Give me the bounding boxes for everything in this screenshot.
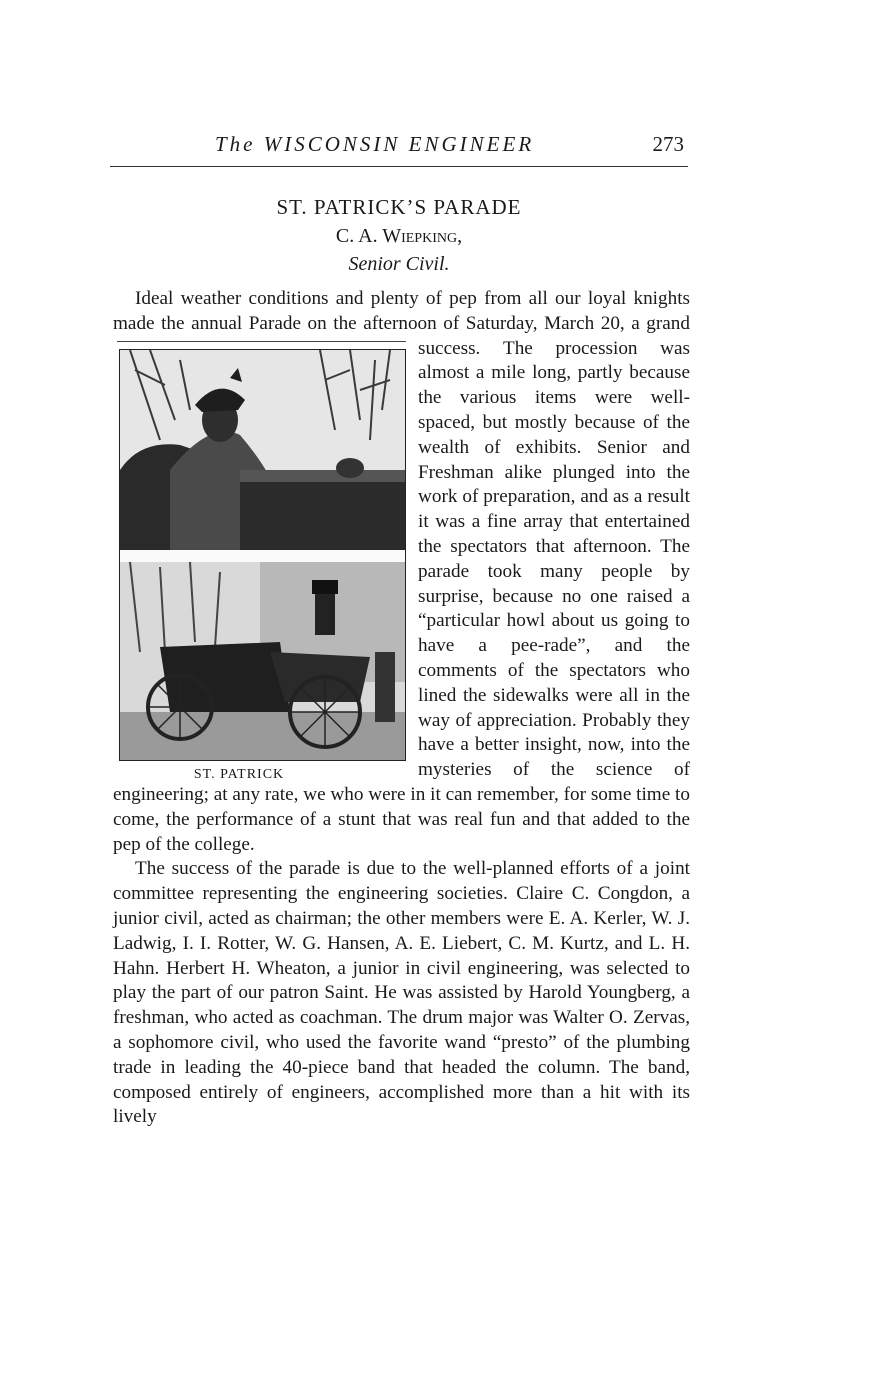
paragraph-1	[113, 287, 690, 857]
figure-caption: ST. PATRICK	[193, 766, 285, 782]
paragraph-1-rest: The procession was almost a mile long, partly because the various items were well-spaced, but mostly because of the wealth of exhibits. Senior and Freshman alike plunged into the work of preparation, and as a result it was a fine array that entertained the spectators that afternoon. The parade took many people by surprise, because no one raised a “particular howl about us going to have a pee-rade”, and the comments of the spectators who lined the sidewalks were all in the way of appreciation. Probably they have a better insight, now, into the mysteries of the science of engineering; at any rate, we who were in it can remember, for some time to come, the performance of a stunt that was real fun and that added to the pep of the college.	[113, 337, 690, 855]
article-body	[113, 287, 690, 1130]
page-number: 273	[652, 132, 684, 156]
photo-st-patrick-portrait	[120, 350, 405, 550]
photo-st-patrick-carriage	[120, 562, 405, 760]
article-heading	[110, 192, 688, 278]
photo-frame	[119, 349, 406, 761]
paragraph-1-lead: Ideal weather conditions and plenty of pep from all our loyal knights made the annual Parade on the afternoon of Saturday, March 20, a grand success.	[113, 288, 690, 359]
running-header	[110, 128, 688, 162]
header-rule	[110, 166, 688, 167]
photo-illustrations	[120, 350, 405, 760]
article-author	[110, 222, 688, 250]
figure-st-patrick	[113, 339, 406, 782]
figure-rule	[117, 341, 406, 342]
author-name: C. A. Wiepking,	[335, 225, 463, 247]
author-role: Senior Civil.	[348, 253, 450, 275]
paragraph-2: The success of the parade is due to the well-planned efforts of a joint committee representing the engineering societies. Claire C. Congdon, a junior civil, acted as chairman; the other members were E. A. Kerler, W. J. Ladwig, I. I. Rotter, W. G. Hansen, A. E. Liebert, C. M. Kurtz, and L. H. Hahn. Herbert H. Wheaton, a junior in civil engineering, was selected to play the part of our patron Saint. He was assisted by Harold Youngberg, a freshman, who acted as coachman. The drum major was Walter O. Zervas, a sophomore civil, who used the favorite wand “presto” of the plumbing trade in leading the 40-piece band that headed the column. The band, composed entirely of engineers, accomplished more than a hit with its lively	[113, 858, 690, 1128]
running-title: The WISCONSIN ENGINEER	[215, 132, 535, 156]
article-title: ST. PATRICK’S PARADE	[276, 195, 522, 219]
